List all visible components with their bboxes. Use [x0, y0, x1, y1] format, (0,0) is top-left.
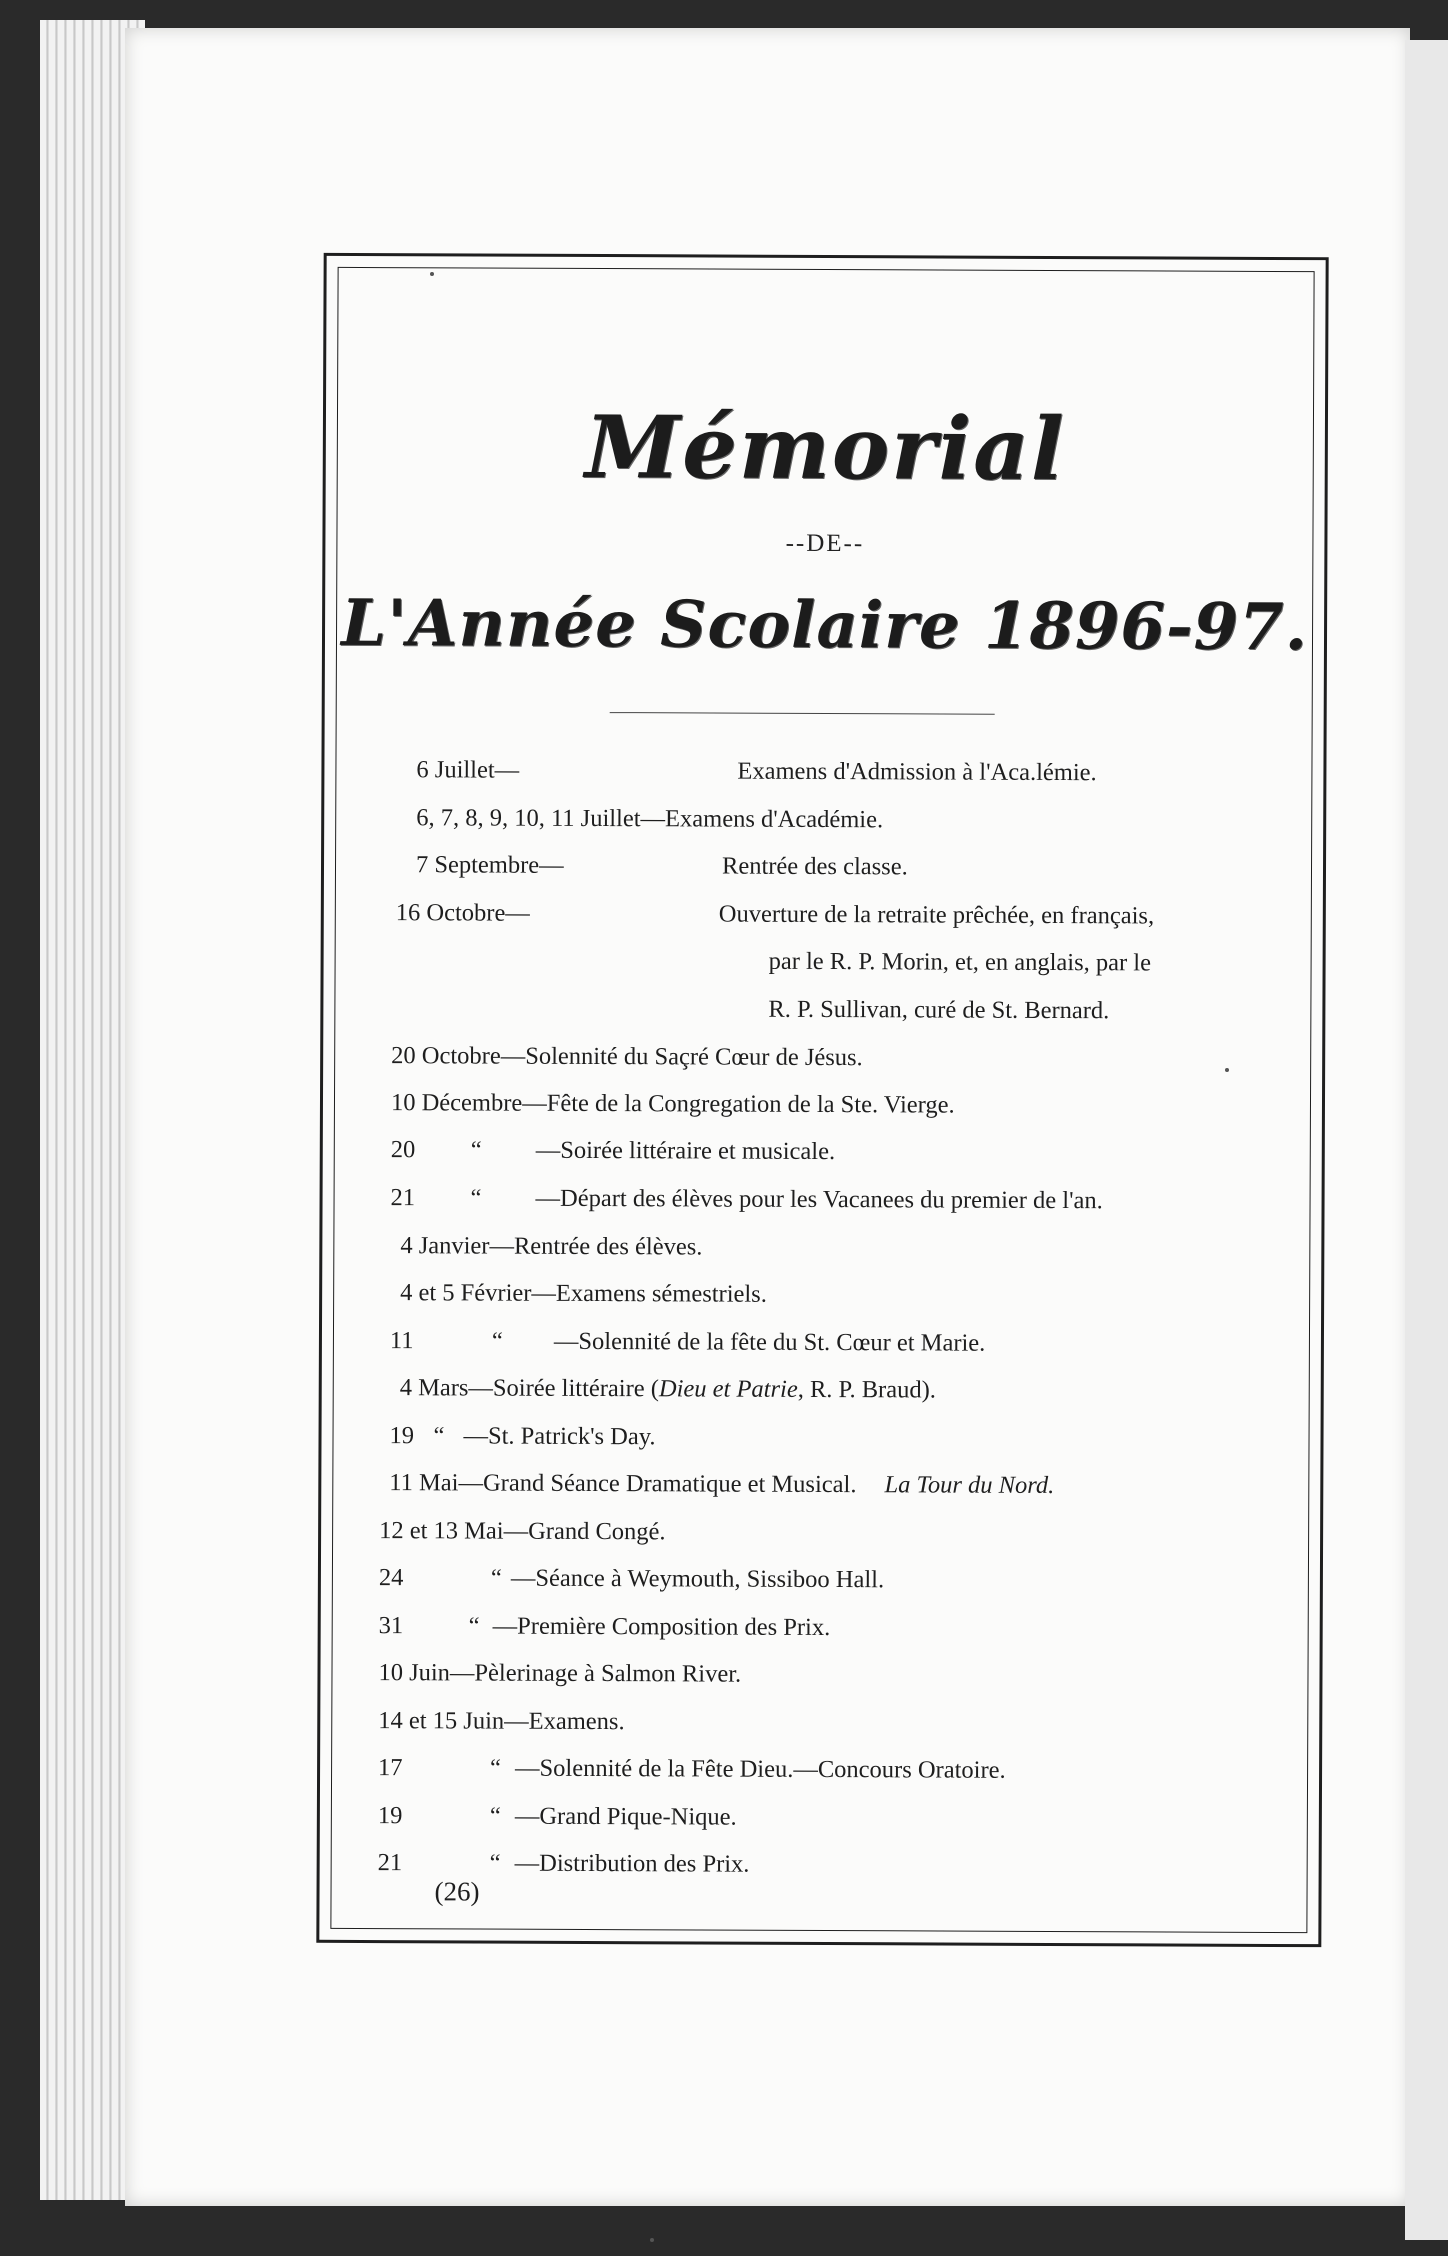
title-de: --DE-- — [785, 529, 865, 558]
entry-date: 31 — [378, 1612, 404, 1640]
page-number: (26) — [434, 1876, 480, 1907]
entry-text: 4 Mars—Soirée littéraire ( — [399, 1374, 660, 1403]
entry-line — [389, 1469, 1054, 1500]
entry-date: 6 Juillet— — [416, 756, 520, 784]
entries-list — [319, 256, 1325, 1944]
ditto-mark: “ — [489, 1802, 501, 1830]
entry-date: 17 — [378, 1754, 403, 1782]
entry-text: —Distribution des Prix. — [514, 1849, 750, 1878]
entry-date: 24 — [378, 1564, 404, 1592]
entry-date: 7 Septembre— — [415, 851, 564, 879]
entry-date: 19 — [377, 1802, 403, 1830]
entry-date: 11 — [389, 1327, 414, 1355]
entry-text-continued: R. P. Sullivan, curé de St. Bernard. — [768, 995, 1110, 1025]
entry-line: 12 et 13 Mai—Grand Congé. — [379, 1517, 666, 1546]
speck — [650, 2238, 654, 2242]
entry-text: , R. P. Braud). — [797, 1375, 936, 1404]
entry-italic-title: La Tour du Nord. — [884, 1471, 1055, 1500]
entry-line: 20 Octobre—Solennité du Saçré Cœur de Jésus. — [391, 1042, 863, 1072]
entry-text: 11 Mai—Grand Séance Dramatique et Musical. — [389, 1469, 857, 1499]
entry-line: 4 et 5 Février—Examens sémestriels. — [400, 1279, 767, 1308]
entry-line: 10 Juin—Pèlerinage à Salmon River. — [378, 1659, 742, 1688]
title-annee-scolaire: L'Année Scolaire 1896-97. — [341, 585, 1309, 666]
bordered-frame — [316, 253, 1328, 1947]
entry-date: 19 — [389, 1422, 415, 1450]
entry-text: —Première Composition des Prix. — [492, 1612, 831, 1642]
entry-line: 10 Décembre—Fête de la Congregation de la Ste. Vierge. — [390, 1089, 955, 1119]
entry-text: Rentrée des classe. — [721, 852, 908, 881]
ditto-mark: “ — [490, 1754, 502, 1782]
ditto-mark: “ — [433, 1422, 445, 1450]
entry-line: 6, 7, 8, 9, 10, 11 Juillet—Examens d'Académie. — [416, 804, 884, 834]
ditto-mark: “ — [470, 1184, 482, 1212]
ditto-mark: “ — [491, 1327, 503, 1355]
entry-text: Examens d'Admission à l'Aca.lémie. — [737, 757, 1097, 787]
entry-line — [400, 1374, 936, 1404]
entry-text: —Soirée littéraire et musicale. — [535, 1136, 836, 1166]
facing-page-edge — [1405, 40, 1448, 2240]
entry-text: —Grand Pique-Nique. — [514, 1802, 737, 1831]
entry-line: 14 et 15 Juin—Examens. — [378, 1707, 625, 1736]
entry-date: 16 Octobre— — [395, 899, 530, 927]
speck — [430, 272, 434, 276]
entry-line: 4 Janvier—Rentrée des élèves. — [400, 1232, 703, 1261]
speck — [1225, 1068, 1229, 1072]
entry-text: —St. Patrick's Day. — [463, 1422, 656, 1451]
entry-date: 21 — [390, 1184, 416, 1212]
ditto-mark: “ — [489, 1849, 501, 1877]
entry-text: —Séance à Weymouth, Sissiboo Hall. — [510, 1564, 885, 1594]
ditto-mark: “ — [470, 1136, 482, 1164]
entry-text: Ouverture de la retraite prêchée, en français, — [718, 900, 1155, 930]
entry-text-continued: par le R. P. Morin, et, en anglais, par le — [768, 947, 1152, 977]
entry-text: —Solennité de la Fête Dieu.—Concours Oratoire. — [515, 1754, 1006, 1784]
ditto-mark: “ — [490, 1564, 502, 1592]
title-memorial: Mémorial — [584, 396, 1066, 501]
entry-date: 20 — [390, 1136, 416, 1164]
entry-text: —Solennité de la fête du St. Cœur et Marie. — [553, 1327, 986, 1357]
entry-text: —Départ des élèves pour les Vacanees du premier de l'an. — [535, 1184, 1103, 1215]
entry-italic-title: Dieu et Patrie — [658, 1375, 798, 1403]
entry-date: 21 — [377, 1849, 403, 1877]
ditto-mark: “ — [468, 1612, 480, 1640]
